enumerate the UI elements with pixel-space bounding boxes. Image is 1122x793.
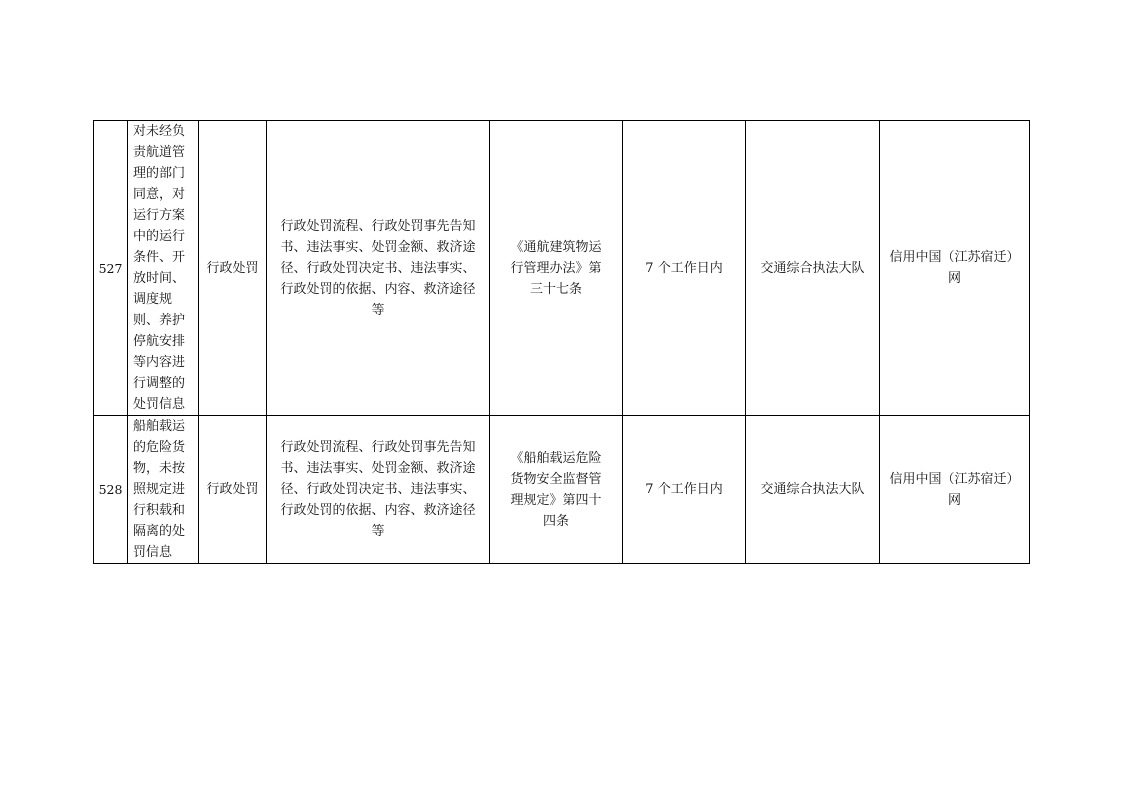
agency-cell: 交通综合执法大队 <box>746 416 880 564</box>
row-number: 528 <box>94 416 128 564</box>
legal-basis-cell: 《船舶载运危险货物安全监督管理规定》第四十四条 <box>490 416 623 564</box>
category-cell: 行政处罚 <box>199 121 267 416</box>
channel-cell: 信用中国（江苏宿迁）网 <box>880 121 1030 416</box>
disclosure-item: 对未经负责航道管理的部门同意，对运行方案中的运行条件、开放时间、调度规则、养护停航安排等内容进行调整的处罚信息 <box>128 121 199 416</box>
channel-cell: 信用中国（江苏宿迁）网 <box>880 416 1030 564</box>
table-row <box>94 416 1030 564</box>
time-limit-cell: 7 个工作日内 <box>623 121 746 416</box>
content-cell: 行政处罚流程、行政处罚事先告知书、违法事实、处罚金额、救济途径、行政处罚决定书、违法事实、行政处罚的依据、内容、救济途径等 <box>267 416 490 564</box>
legal-basis-cell: 《通航建筑物运行管理办法》第三十七条 <box>490 121 623 416</box>
table-row <box>94 121 1030 416</box>
row-number: 527 <box>94 121 128 416</box>
disclosure-item: 船舶载运的危险货物，未按照规定进行积载和隔离的处罚信息 <box>128 416 199 564</box>
category-cell: 行政处罚 <box>199 416 267 564</box>
disclosure-table <box>93 120 1030 564</box>
time-limit-cell: 7 个工作日内 <box>623 416 746 564</box>
content-cell: 行政处罚流程、行政处罚事先告知书、违法事实、处罚金额、救济途径、行政处罚决定书、违法事实、行政处罚的依据、内容、救济途径等 <box>267 121 490 416</box>
agency-cell: 交通综合执法大队 <box>746 121 880 416</box>
